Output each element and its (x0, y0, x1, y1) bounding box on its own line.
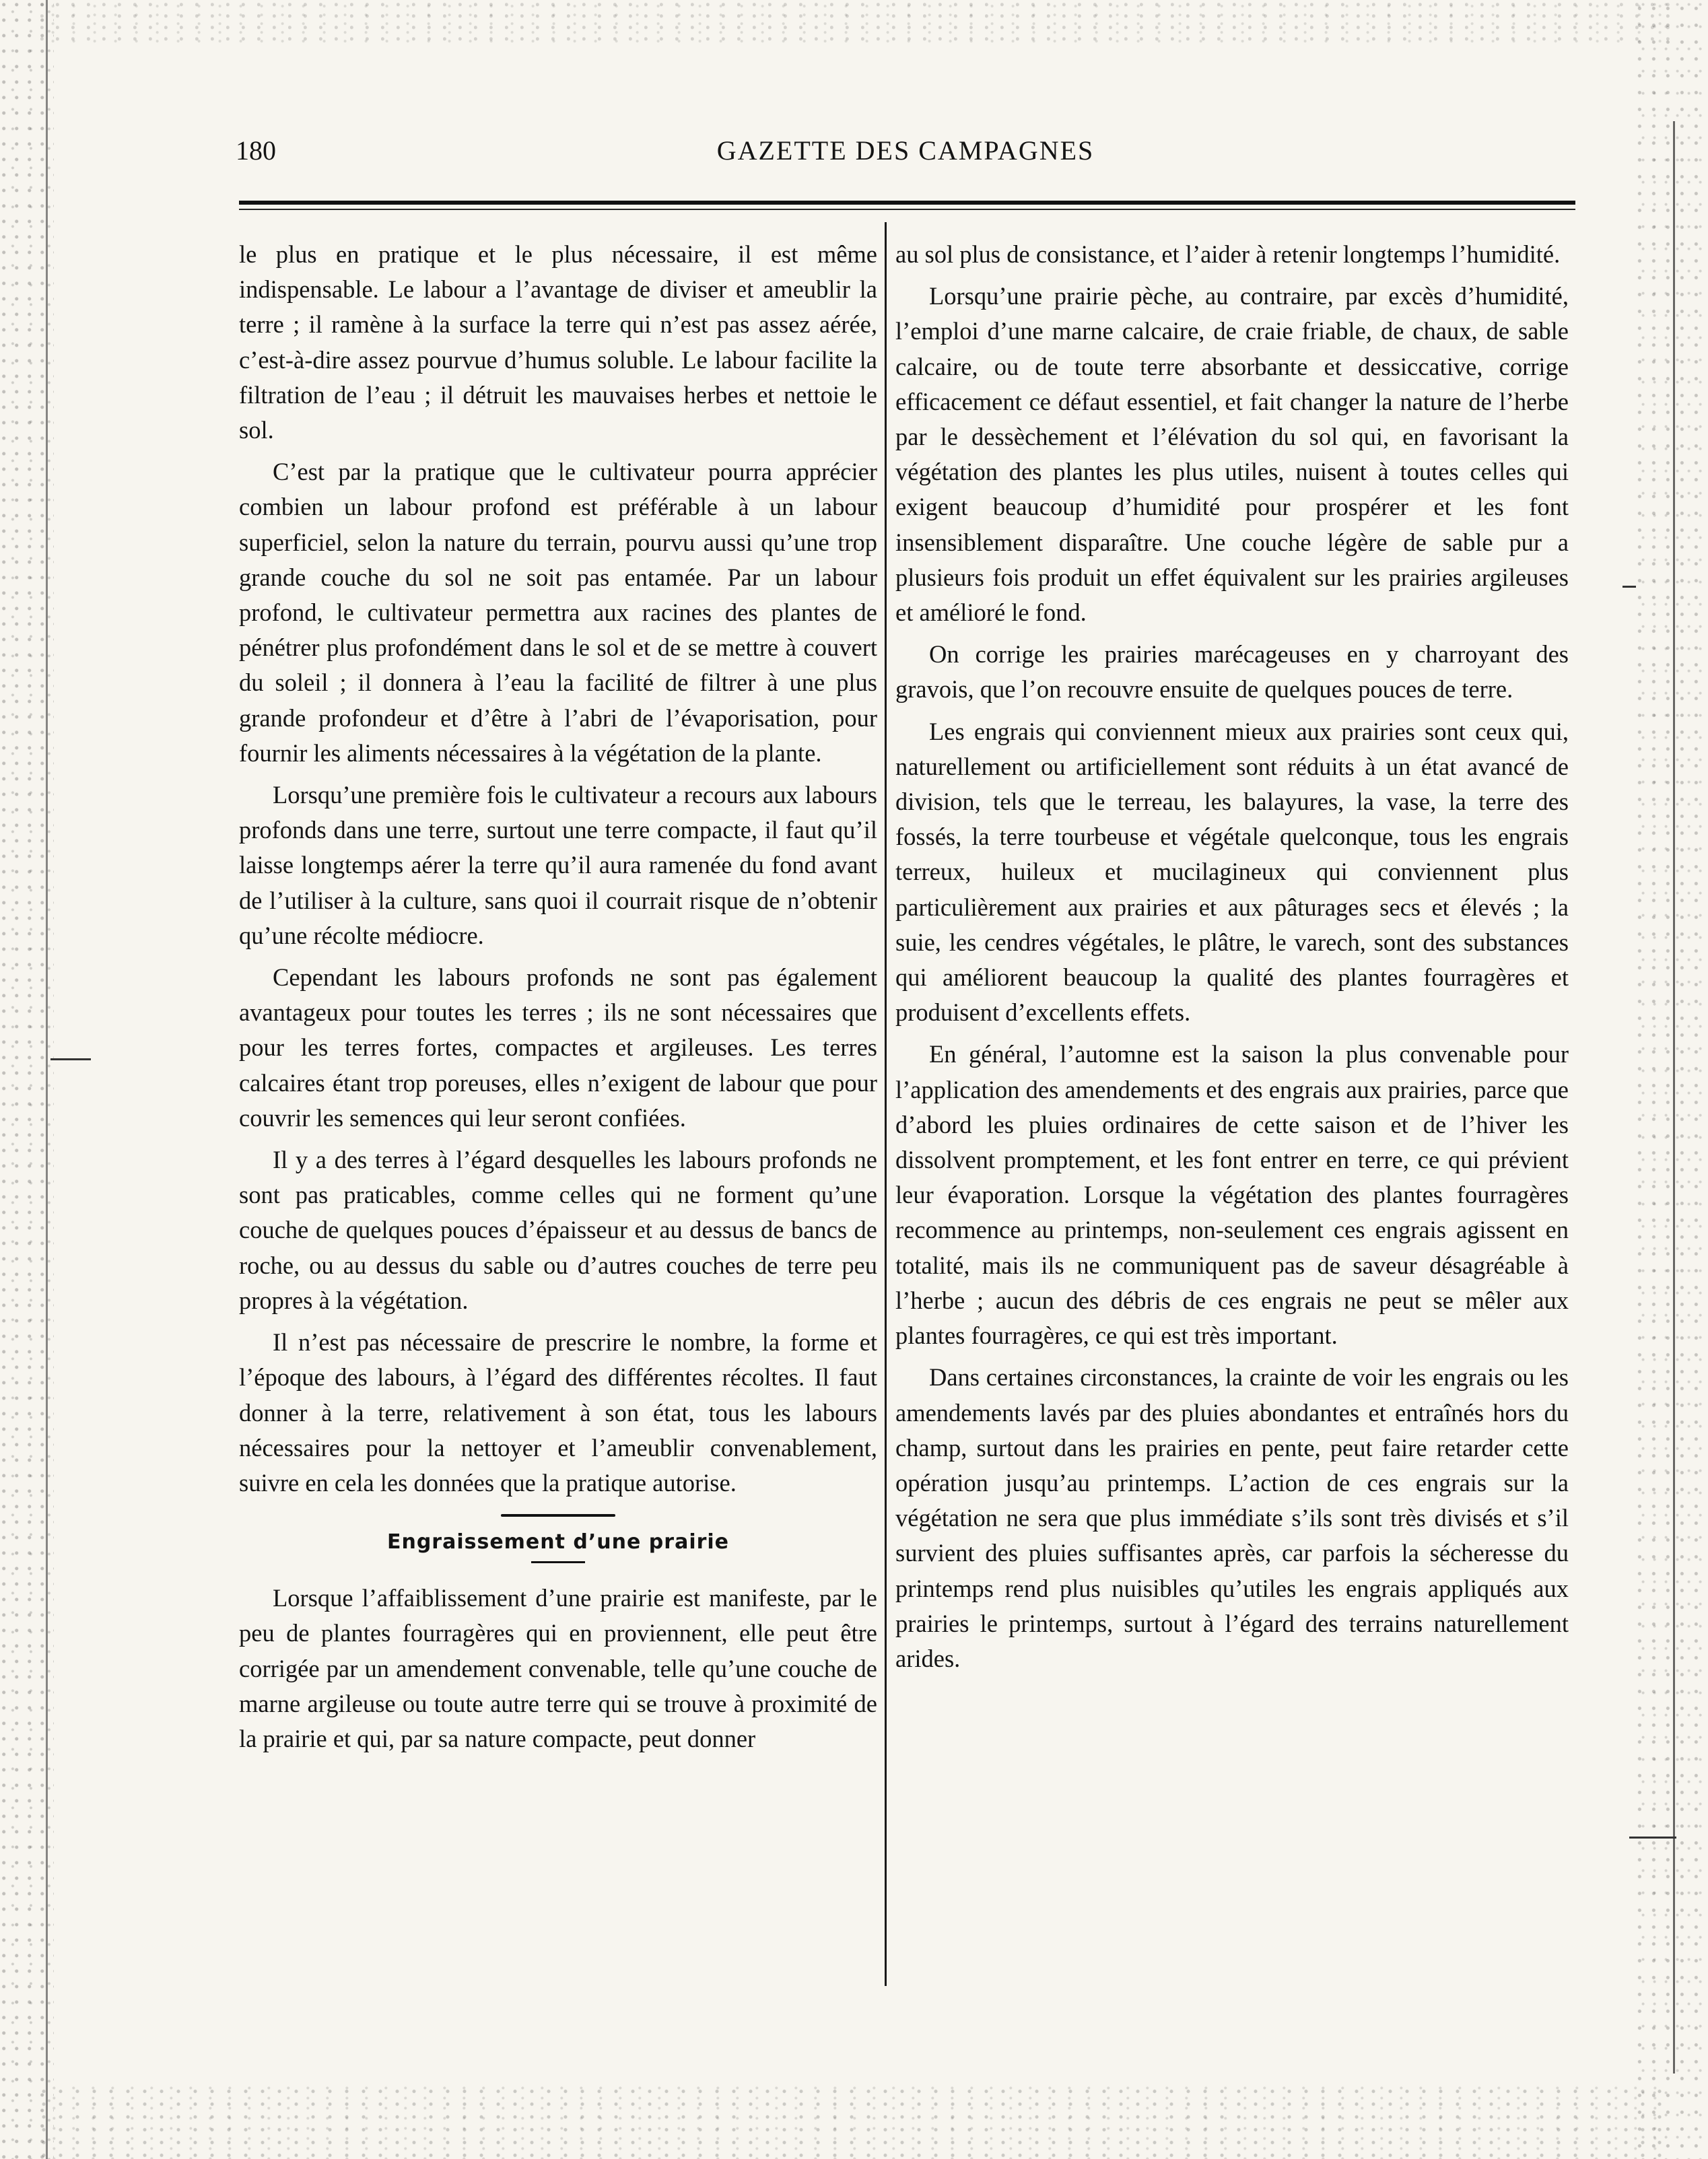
right-column (895, 237, 1569, 1683)
page-edge-left (46, 0, 48, 2159)
paragraph: Dans certaines circonstances, la crainte de voir les engrais ou les amendements lavés par des pluies abondantes et entraînés hors du champ, surtout dans les prairies en pente, peut faire retarder cette opération jusqu’au printemps. L’action de ces engrais sur la végétation ne sera que plus immédiate s’ils sont très divisés et s’il survient des pluies suffisantes après, car parfois la sécheresse du printemps rend plus nuisibles qu’utiles les engrais appliqués aux prairies le printemps, surtout à l’égard des terrains naturellement arides. (895, 1363, 1569, 1672)
column-divider (885, 222, 887, 1986)
paragraph: Cependant les labours profonds ne sont pas également avantageux pour toutes les terres ; ils ne sont nécessaires que pour les terres fortes, compactes et argileuses. Les terres calcaires étant trop poreuses, elles n’exigent de labour que pour couvrir les semences qui leur seront confiées. (239, 963, 877, 1132)
page-edge-right (1673, 121, 1675, 2074)
header-rule-thin (239, 209, 1575, 210)
page-header (236, 132, 1575, 179)
paragraph: au sol plus de consistance, et l’aider à retenir longtemps l’humidité. (895, 240, 1561, 268)
paragraph: Il n’est pas nécessaire de prescrire le nombre, la forme et l’époque des labours, à l’égard des différentes récoltes. Il faut donner à la terre, relativement à son état, tous les labours nécessaires pour la nettoyer et l’ameublir convenablement, suivre en cela les données que la pratique autorise. (239, 1328, 877, 1497)
paragraph: En général, l’automne est la saison la plus convenable pour l’application des amendements et des engrais aux prairies, parce que d’abord les pluies ordinaires de cette saison et de l’hiver les dissolvent promptement, et les font entrer en terre, ce qui prévient leur évaporation. Lorsque la végétation des plantes fourragères recommence au printemps, non-seulement ces engrais agissent en totalité, mais ils ne communiquent pas de saveur désagréable à l’herbe ; aucun des débris de ces engrais ne peut se mêler aux plantes fourragères, ce qui est très important. (895, 1040, 1569, 1350)
paragraph: Lorsqu’une première fois le cultivateur a recours aux labours profonds dans une terre, surtout une terre compacte, il faut qu’il laisse longtemps aérer la terre qu’il aura ramenée du fond avant de l’utiliser à la culture, sans quoi il courrait risque de n’obtenir qu’une récolte médiocre. (239, 781, 877, 949)
paragraph: Lorsqu’une prairie pèche, au contraire, par excès d’humidité, l’emploi d’une marne calcaire, de craie friable, de chaux, de sable calcaire, ou de toute terre absorbante et dessiccative, corrige efficacement ce défaut essentiel, et fait changer la nature de l’herbe par le dessèchement et l’élévation du sol qui, en favorisant la végétation des plantes les plus utiles, nuisent à toutes celles qui exigent beaucoup d’humidité pour prospérer et les font insensiblement disparaître. Une couche légère de sable pur a plusieurs fois produit un effet équivalent sur les prairies argileuses et amélioré le fond. (895, 282, 1569, 627)
scan-noise-top (40, 0, 1670, 47)
section-title-rule (531, 1561, 585, 1563)
scan-noise-right (1634, 0, 1708, 2159)
paragraph: On corrige les prairies marécageuses en y charroyant des gravois, que l’on recouvre ensuite de quelques pouces de terre. (895, 640, 1569, 704)
running-head: GAZETTE DES CAMPAGNES (716, 135, 1095, 166)
paragraph: C’est par la pratique que le cultivateur pourra apprécier combien un labour profond est préférable à un labour superficiel, selon la nature du terrain, pourvu aussi qu’une trop grande couche du sol ne soit pas entamée. Par un labour profond, le cultivateur permettra aux racines des plantes de pénétrer plus profondément dans le sol et de se mettre à couvert du soleil ; il donnera à l’eau la facilité de filtrer à une plus grande profondeur et d’être à l’abri de l’évaporisation, pour fournir les aliments nécessaires à la végétation de la plante. (239, 458, 877, 767)
left-column (239, 237, 877, 1763)
section-separator (501, 1514, 615, 1517)
paragraph: Il y a des terres à l’égard desquelles les labours profonds ne sont pas praticables, comme celles qui ne forment qu’une couche de quelques pouces d’épaisseur et au dessus de bancs de roche, ou au dessus du sable ou d’autres couches de terre peu propres à la végétation. (239, 1146, 877, 1314)
paragraph: Lorsque l’affaiblissement d’une prairie est manifeste, par le peu de plantes fourragères qui en proviennent, elle peut être corrigée par un amendement convenable, telle qu’une couche de marne argileuse ou toute autre terre qui se trouve à proximité de la prairie et qui, par sa nature compacte, peut donner (239, 1584, 877, 1752)
margin-mark (50, 1058, 91, 1060)
page-number: 180 (236, 135, 276, 166)
scan-noise-bottom (40, 2085, 1670, 2159)
header-rule-thick (239, 201, 1575, 205)
section-title: Engraissement d’une prairie (386, 1530, 730, 1554)
paragraph: Les engrais qui conviennent mieux aux prairies sont ceux qui, naturellement ou artificiellement sont réduits à un état avancé de division, tels que le terreau, les balayures, la vase, la terre des fossés, la terre tourbeuse et végétale quelconque, tous les engrais terreux, huileux et mucilagineux qui conviennent plus particulièrement aux prairies et aux pâturages secs et élevés ; la suie, les cendres végétales, le plâtre, le varech, sont des substances qui améliorent beaucoup la qualité des plantes fourragères et produisent d’excellents effets. (895, 717, 1569, 1027)
paragraph: le plus en pratique et le plus nécessaire, il est même indispensable. Le labour a l’avantage de diviser et ameublir la terre ; il ramène à la surface la terre qui n’est pas assez aérée, c’est-à-dire assez pourvue d’humus soluble. Le labour facilite la filtration de l’eau ; il détruit les mauvaises herbes et nettoie le sol. (239, 240, 877, 444)
margin-mark (1629, 1837, 1676, 1839)
margin-mark (1622, 586, 1636, 588)
